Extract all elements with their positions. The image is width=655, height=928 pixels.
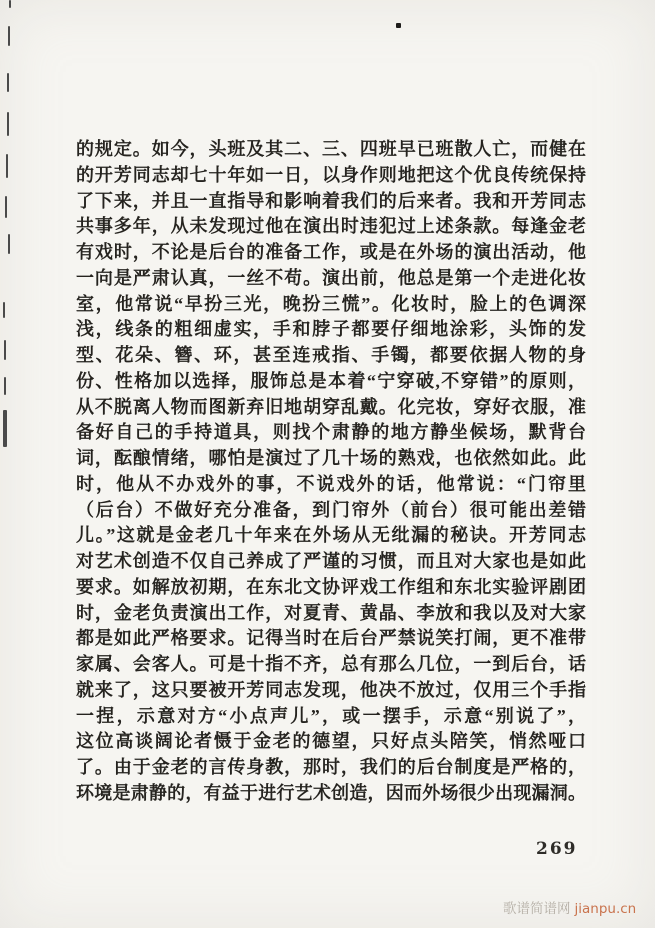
text-line: 就来了，这只要被开芳同志发现，他决不放过，仅用三个手指: [76, 679, 586, 700]
scan-edge-mark: [3, 302, 5, 318]
scan-edge-mark: [3, 410, 7, 447]
body-text: [76, 137, 586, 807]
text-line: 要求。如解放初期，在东北文协评戏工作组和东北实验评剧团: [76, 576, 586, 597]
text-line: 一向是严肃认真，一丝不苟。演出前，他总是第一个走进化妆: [76, 267, 586, 288]
scan-edge-mark: [5, 196, 7, 218]
text-line: 家属、会客人。可是十指不齐，总有那么几位，一到后台，话: [76, 654, 586, 674]
scan-edge-mark: [9, 0, 11, 8]
text-line: 对艺术创造不仅自己养成了严谨的习惯，而且对大家也是如此: [76, 551, 586, 571]
ink-speck: [396, 23, 401, 28]
text-line: 儿。”这就是金老几十年来在外场从无纰漏的秘诀。开芳同志: [76, 525, 586, 546]
scan-edge-mark: [8, 26, 10, 46]
text-line: 室，他常说“早扮三光，晚扮三慌”。化妆时，脸上的色调深: [76, 293, 586, 314]
text-line: 备好自己的手持道具，则找个肃静的地方静坐候场，默背台: [76, 422, 586, 443]
watermark-site-url: jianpu.cn: [574, 901, 637, 917]
scan-edge-mark: [8, 234, 10, 254]
watermark-site-name: 歌谱简谱网: [503, 901, 571, 916]
scan-edge-mark: [4, 377, 6, 395]
text-line: 浅，线条的粗细虚实，手和脖子都要仔细地涂彩，头饰的发: [76, 319, 586, 340]
text-line: 时，金老负责演出工作，对夏青、黄晶、李放和我以及对大家: [76, 602, 586, 623]
text-line: 共事多年，从未发现过他在演出时违犯过上述条款。每逢金老: [76, 216, 586, 237]
scan-edge-mark: [7, 73, 9, 92]
text-line: 的开芳同志却七十年如一日，以身作则地把这个优良传统保持: [76, 164, 586, 185]
scan-edge-mark: [7, 112, 9, 136]
text-line: 份、性格加以选择，服饰总是本着“宁穿破,不穿错”的原则，: [76, 370, 586, 391]
text-line: 的规定。如今，头班及其二、三、四班早已班散人亡，而健在: [76, 139, 586, 159]
text-line: 有戏时，不论是后台的准备工作，或是在外场的演出活动，他: [76, 242, 586, 262]
text-line: 时，他从不办戏外的事，不说戏外的话，他常说：“门帘里: [76, 473, 586, 494]
text-line: 了下来，并且一直指导和影响着我们的后来者。我和开芳同志: [76, 190, 586, 211]
page-number: 269: [536, 839, 578, 859]
scan-edge-mark: [4, 340, 6, 360]
text-line: 一捏，示意对方“小点声儿”，或一摆手，示意“别说了”，: [76, 705, 586, 726]
text-line: 环境是肃静的，有益于进行艺术创造，因而外场很少出现漏洞。: [76, 782, 586, 803]
text-line: 从不脱离人物而图新弃旧地胡穿乱戴。化完妆，穿好衣服，准: [76, 396, 586, 417]
text-line: 了。由于金老的言传身教，那时，我们的后台制度是严格的，: [76, 757, 586, 777]
text-line: 这位高谈阔论者慑于金老的德望，只好点头陪笑，悄然哑口: [76, 731, 586, 752]
text-line: 都是如此严格要求。记得当时在后台严禁说笑打闹，更不准带: [76, 628, 586, 649]
text-line: 词，酝酿情绪，哪怕是演过了几十场的熟戏，也依然如此。此: [76, 448, 586, 468]
watermark: [503, 901, 636, 917]
text-line: （后台）不做好充分准备，到门帘外（前台）很可能出差错: [76, 499, 586, 520]
scan-edge-mark: [6, 154, 8, 178]
text-line: 型、花朵、簪、环，甚至连戒指、手镯，都要依据人物的身: [76, 345, 586, 365]
